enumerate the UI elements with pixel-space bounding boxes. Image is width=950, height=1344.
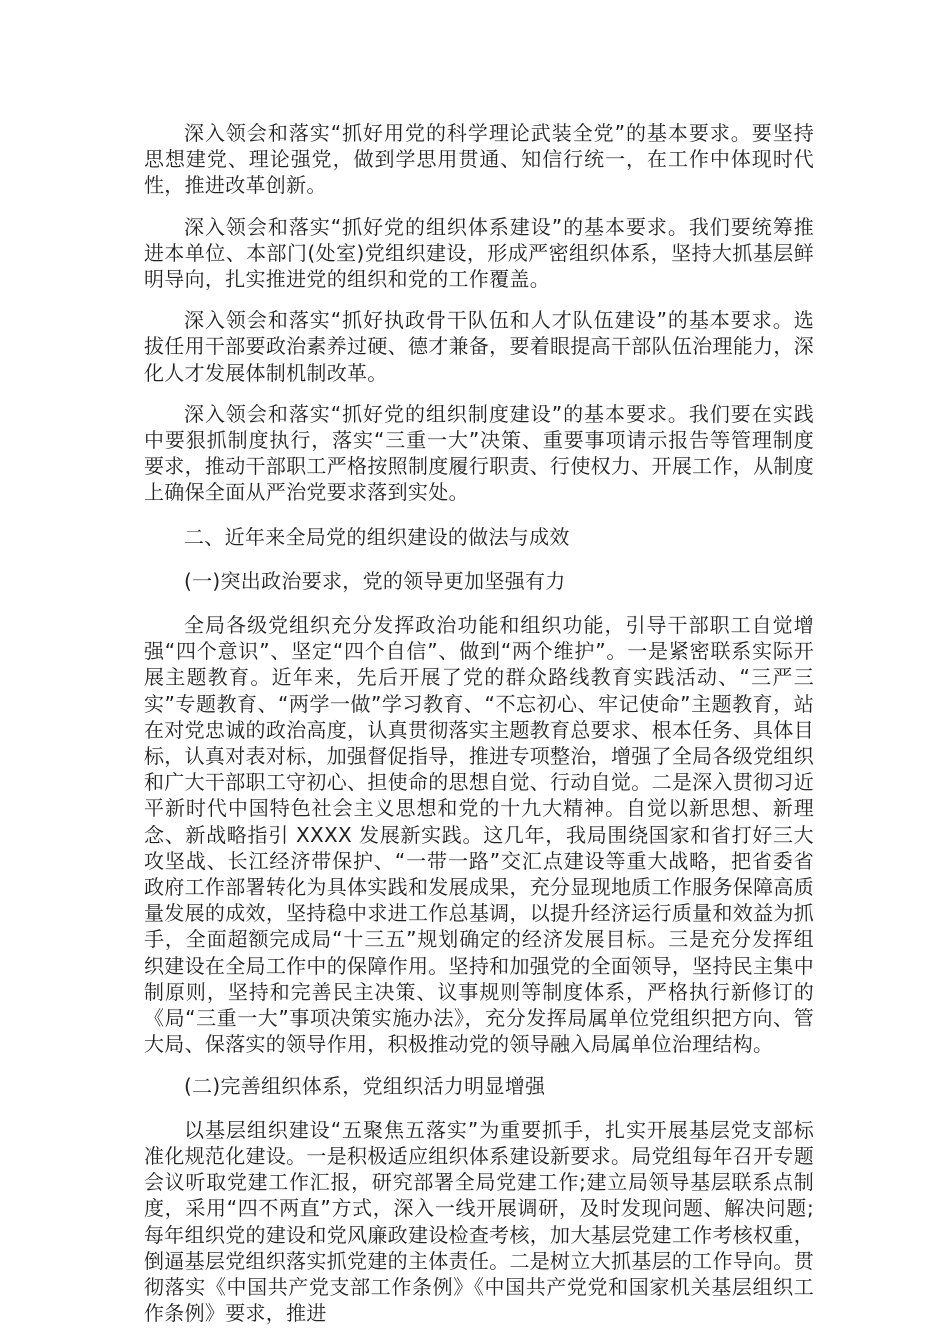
paragraph-theory: 深入领会和落实“抓好用党的科学理论武装全党”的基本要求。要坚持思想建党、理论强党，做到学思用贯通、知信行统一，在工作中体现时代性，推进改革创新。 — [144, 121, 814, 198]
paragraph-organization-system: 深入领会和落实“抓好党的组织体系建设”的基本要求。我们要统筹推进本单位、本部门(处室)党组织建设，形成严密组织体系，坚持大抓基层鲜明导向，扎实推进党的组织和党的工作覆盖。 — [144, 214, 814, 292]
paragraph-institution: 深入领会和落实“抓好党的组织制度建设”的基本要求。我们要在实践中要狠抓制度执行，落实“三重一大”决策、重要事项请示报告等管理制度要求，推动干部职工严格按照制度履行职责、行使权力、开展工作，从制度上确保全面从严治党要求落到实处。 — [144, 401, 814, 505]
paragraph-political: 全局各级党组织充分发挥政治功能和组织功能，引导干部职工自觉增强“四个意识”、坚定“四个自信”、做到“两个维护”。一是紧密联系实际开展主题教育。近年来，先后开展了党的群众路线教育实践活动、“三严三实”专题教育、“两学一做”学习教育、“不忘初心、牢记使命”主题教育，站在对党忠诚的政治高度，认真贯彻落实主题教育总要求、根本任务、具体目标，认真对表对标，加强督促指导，推进专项整治，增强了全局各级党组织和广大干部职工守初心、担使命的思想自觉、行动自觉。二是深入贯彻习近平新时代中国特色社会主义思想和党的十九大精神。自觉以新思想、新理念、新战略指引 XXXX 发展新实践。这几年，我局围绕国家和省打好三大攻坚战、长江经济带保护、“一带一路”交汇点建设等重大战略，把省委省政府工作部署转化为具体实践和发展成果，充分显现地质工作服务保障高质量发展的成效，坚持稳中求进工作总基调，以提升经济运行质量和效益为抓手，全面超额完成局“十三五”规划确定的经济发展目标。三是充分发挥组织建设在全局工作中的保障作用。坚持和加强党的全面领导，坚持民主集中制原则，坚持和完善民主决策、议事规则等制度体系，严格执行新修订的《局“三重一大”事项决策实施办法》，充分发挥局属单位党组织把方向、管大局、保落实的领导作用，积极推动党的领导融入局属单位治理结构。 — [144, 613, 814, 1057]
section-heading-2: 二、近年来全局党的组织建设的做法与成效 — [184, 524, 570, 549]
subsection-heading-2: (二)完善组织体系，党组织活力明显增强 — [184, 1073, 546, 1098]
paragraph-cadre-team: 深入领会和落实“抓好执政骨干队伍和人才队伍建设”的基本要求。选拔任用干部要政治素养过硬、德才兼备，要着眼提高干部队伍治理能力，深化人才发展体制机制改革。 — [144, 308, 814, 385]
subsection-heading-1: (一)突出政治要求，党的领导更加坚强有力 — [184, 568, 566, 593]
document-body — [144, 120, 814, 1341]
paragraph-grassroots: 以基层组织建设“五聚焦五落实”为重要抓手，扎实开展基层党支部标准化规范化建设。一是积极适应组织体系建设新要求。局党组每年召开专题会议听取党建工作汇报，研究部署全局党建工作;建立局领导基层联系点制度，采用“四不两直”方式，深入一线开展调研，及时发现问题、解决问题;每年组织党的建设和党风廉政建设检查考核，加大基层党建工作考核权重，倒逼基层党组织落实抓党建的主体责任。二是树立大抓基层的工作导向。贯彻落实《中国共产党支部工作条例》《中国共产党党和国家机关基层组织工作条例》要求，推进 — [144, 1117, 814, 1326]
